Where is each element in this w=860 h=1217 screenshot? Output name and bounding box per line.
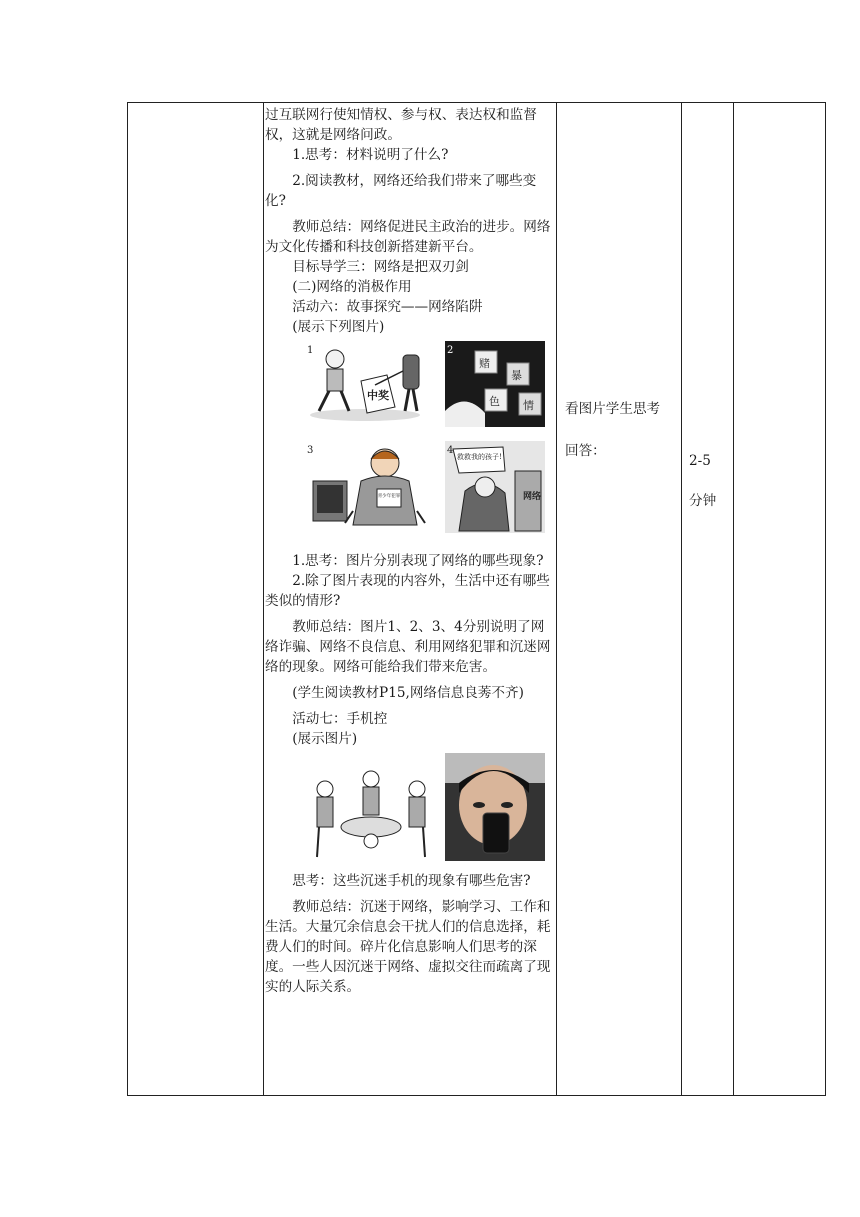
column-divider: [733, 103, 734, 1095]
student-activity-cell: [565, 399, 685, 483]
paragraph: (展示下列图片): [292, 319, 385, 335]
time-text: 2-5: [689, 453, 711, 469]
svg-text:情: 情: [523, 399, 534, 412]
section-heading: (二)网络的消极作用: [292, 279, 412, 295]
phone-addiction-images: [305, 753, 545, 863]
phone-group-cartoon: [305, 765, 437, 861]
phone-closeup-photo: [445, 753, 545, 861]
paragraph: 思考：这些沉迷手机的现象有哪些危害?: [292, 873, 531, 889]
cartoon-fraud-image: 1 中奖: [305, 341, 435, 427]
svg-text:网络: 网络: [523, 492, 542, 502]
student-text: 看图片学生思考: [565, 401, 661, 417]
svg-text:暴: 暴: [511, 369, 522, 382]
teacher-activity-cell: [265, 105, 553, 997]
paragraph: 教师总结：网络促进民主政治的进步。网络为文化传播和科技创新搭建新平台。: [265, 219, 551, 255]
time-text: 分钟: [689, 493, 717, 509]
time-cell: [689, 451, 733, 531]
svg-text:青少年犯罪: 青少年犯罪: [377, 494, 401, 499]
svg-text:救救我的孩子!: 救救我的孩子!: [457, 453, 502, 461]
paragraph: 教师总结：图片1、2、3、4分别说明了网络诈骗、网络不良信息、利用网络犯罪和沉迷网络的现象。网络可能给我们带来危害。: [265, 619, 551, 675]
activity-title: 活动六：故事探究——网络陷阱: [292, 299, 483, 315]
section-heading: 目标导学三：网络是把双刃剑: [292, 259, 469, 275]
paragraph: 1.思考：图片分别表现了网络的哪些现象?: [292, 553, 544, 569]
lesson-table: [127, 102, 826, 1096]
svg-text:赌: 赌: [479, 357, 490, 370]
paragraph: (展示图片): [292, 731, 358, 747]
column-divider: [556, 103, 557, 1095]
student-text: 回答：: [565, 443, 606, 459]
paragraph: 2.阅读教材，网络还给我们带来了哪些变化?: [265, 173, 537, 209]
paragraph: 2.除了图片表现的内容外，生活中还有哪些类似的情形?: [265, 573, 550, 609]
svg-text:色: 色: [489, 395, 500, 408]
cartoon-bad-info-image: 2 赌 暴 色 情: [445, 341, 545, 427]
cartoon-crime-image: 3 青少年犯罪: [305, 441, 435, 533]
column-divider: [681, 103, 682, 1095]
paragraph: 教师总结：沉迷于网络，影响学习、工作和生活。大量冗余信息会干扰人们的信息选择，耗费人们的时间。碎片化信息影响人们思考的深度。一些人因沉迷于网络、虚拟交往而疏离了现实的人际关系。: [265, 899, 551, 995]
cartoon-addiction-image: 4 救救我的孩子! 网络: [445, 441, 545, 533]
svg-text:中奖: 中奖: [367, 389, 389, 402]
network-trap-illustrations: [305, 341, 545, 541]
activity-title: 活动七：手机控: [292, 711, 388, 727]
paragraph: 1.思考：材料说明了什么?: [292, 147, 449, 163]
paragraph: (学生阅读教材P15,网络信息良莠不齐): [292, 685, 524, 701]
paragraph: 过互联网行使知情权、参与权、表达权和监督权，这就是网络问政。: [265, 107, 537, 143]
column-divider: [263, 103, 264, 1095]
